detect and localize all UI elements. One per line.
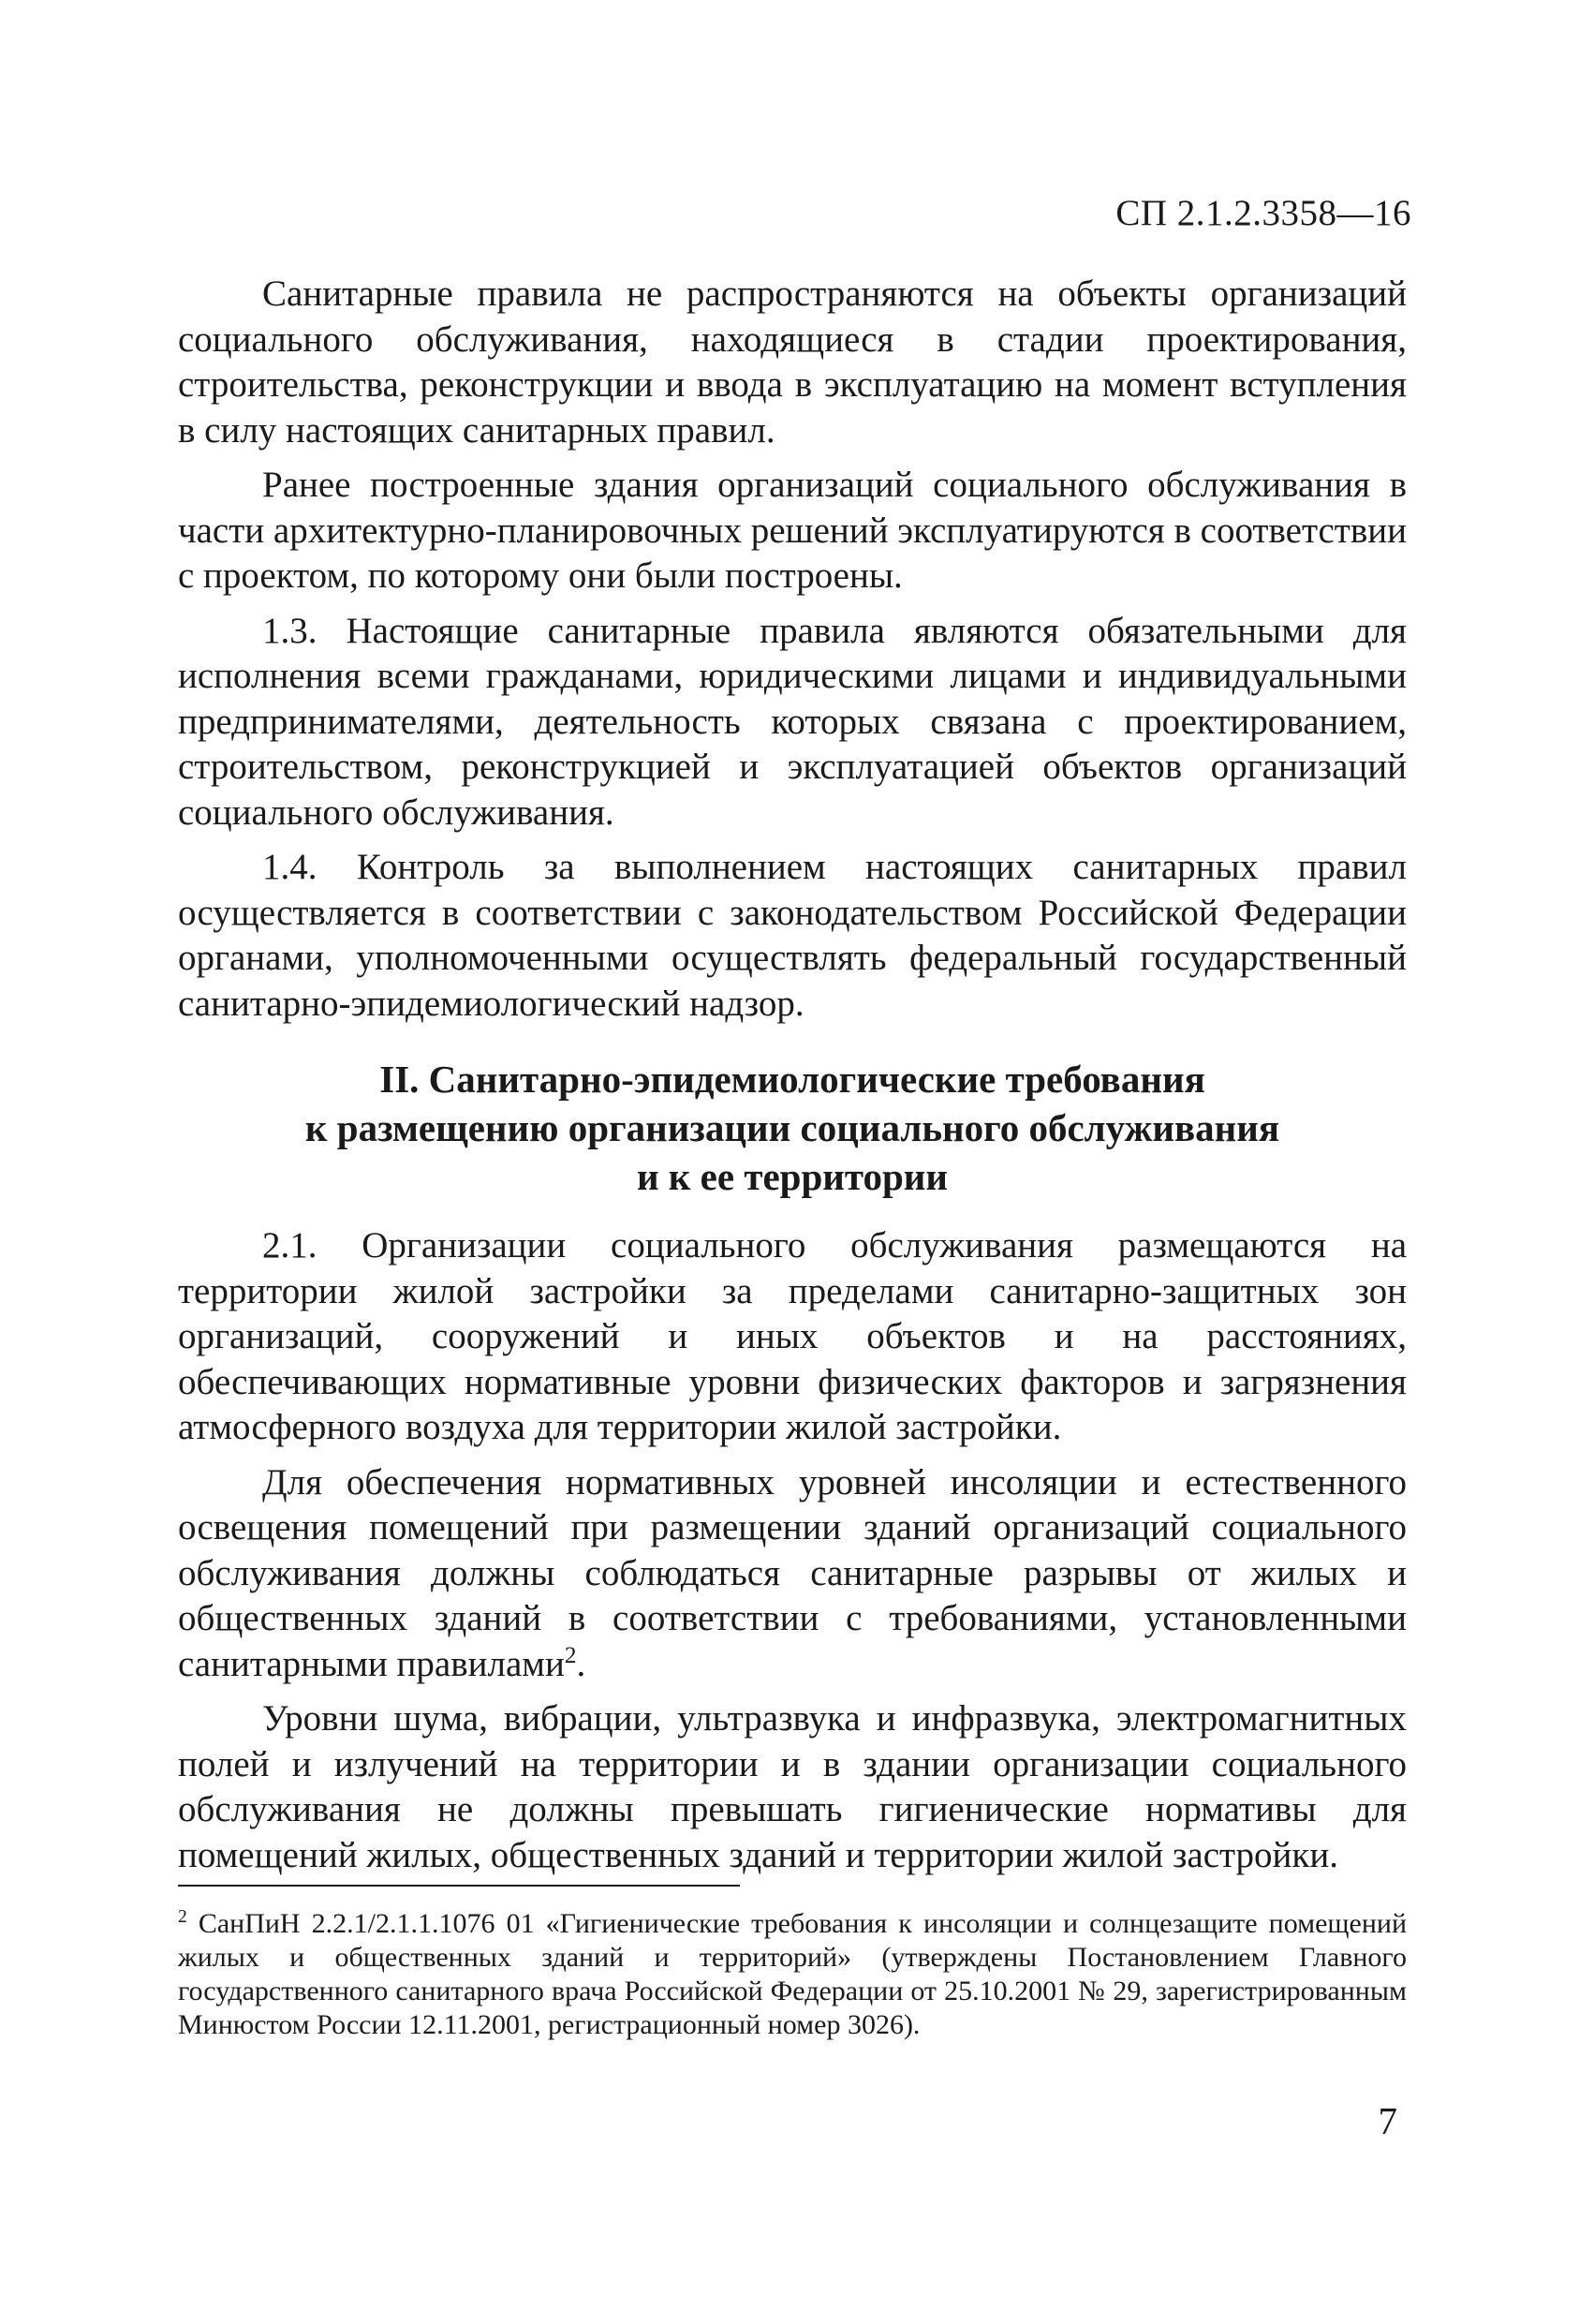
paragraph: Ранее построенные здания организаций социального обслуживания в части архитектурно-планировочных решений эксплуатируются в соответствии с проектом, по которому они были построены. bbox=[178, 465, 1407, 596]
paragraph-text: Для обеспечения нормативных уровней инсоляции и естественного освещения помещений при размещении зданий организаций социального обслуживания должны соблюдаться санитарные разрывы от жилых и общественных зданий в соответствии с требованиями, установленными санитарными правилами bbox=[178, 1461, 1407, 1684]
paragraph bbox=[178, 1460, 1407, 1688]
footnote-divider bbox=[178, 1885, 740, 1887]
paragraph: Уровни шума, вибрации, ультразвука и инфразвука, электромагнитных полей и излучений на территории и в здании организации социального обслуживания не должны превышать гигиенические нормативы для помещений жилых, общественных зданий и территории жилой застройки. bbox=[178, 1698, 1407, 1875]
clause-2-1: 2.1. Организации социального обслуживания размещаются на территории жилой застройки за пределами санитарно-защитных зон организаций, сооружений и иных объектов и на расстояниях, обеспечивающих нормативные уровни физических факторов и загрязнения атмосферного воздуха для территории жилой застройки. bbox=[178, 1225, 1407, 1447]
document-code: СП 2.1.2.3358—16 bbox=[1115, 193, 1411, 233]
section-heading-line: к размещению организации социального обслуживания bbox=[304, 1106, 1280, 1149]
footnote-marker: 2 bbox=[178, 1907, 187, 1927]
clause-1-3: 1.3. Настоящие санитарные правила являются обязательными для исполнения всеми гражданами, юридическими лицами и индивидуальными предпринимателями, деятельность которых связана с проектированием, строительством, реконструкцией и эксплуатацией объектов организаций социального обслуживания. bbox=[178, 610, 1407, 833]
paragraph: Санитарные правила не распространяются на объекты организаций социального обслуживания, находящиеся в стадии проектирования, строительства, реконструкции и ввода в эксплуатацию на момент вступления в силу настоящих санитарных правил. bbox=[178, 274, 1407, 451]
page-body bbox=[178, 272, 1407, 1887]
section-heading-line: II. Санитарно-эпидемиологические требования bbox=[379, 1058, 1205, 1101]
paragraph-end: . bbox=[576, 1643, 586, 1684]
footnote-text: СанПиН 2.2.1/2.1.1.1076 01 «Гигиенические требования к инсоляции и солнцезащите помещений жилых и общественных зданий и территорий» (утверждены Постановлением Главного государственного санитарного врача Российской Федерации от 25.10.2001 № 29, зарегистрированным Минюстом России 12.11.2001, регистрационный номер 3026). bbox=[178, 1908, 1408, 2040]
clause-1-4: 1.4. Контроль за выполнением настоящих санитарных правил осуществляется в соответствии с законодательством Российской Федерации органами, уполномоченными осуществлять федеральный государственный санитарно-эпидемиологический надзор. bbox=[178, 847, 1407, 1024]
footnote bbox=[178, 1907, 1407, 2042]
section-heading bbox=[178, 1055, 1407, 1201]
footnote-reference[interactable]: 2 bbox=[564, 1641, 577, 1668]
section-heading-line: и к ее территории bbox=[636, 1155, 949, 1198]
page-number: 7 bbox=[1378, 2099, 1397, 2142]
